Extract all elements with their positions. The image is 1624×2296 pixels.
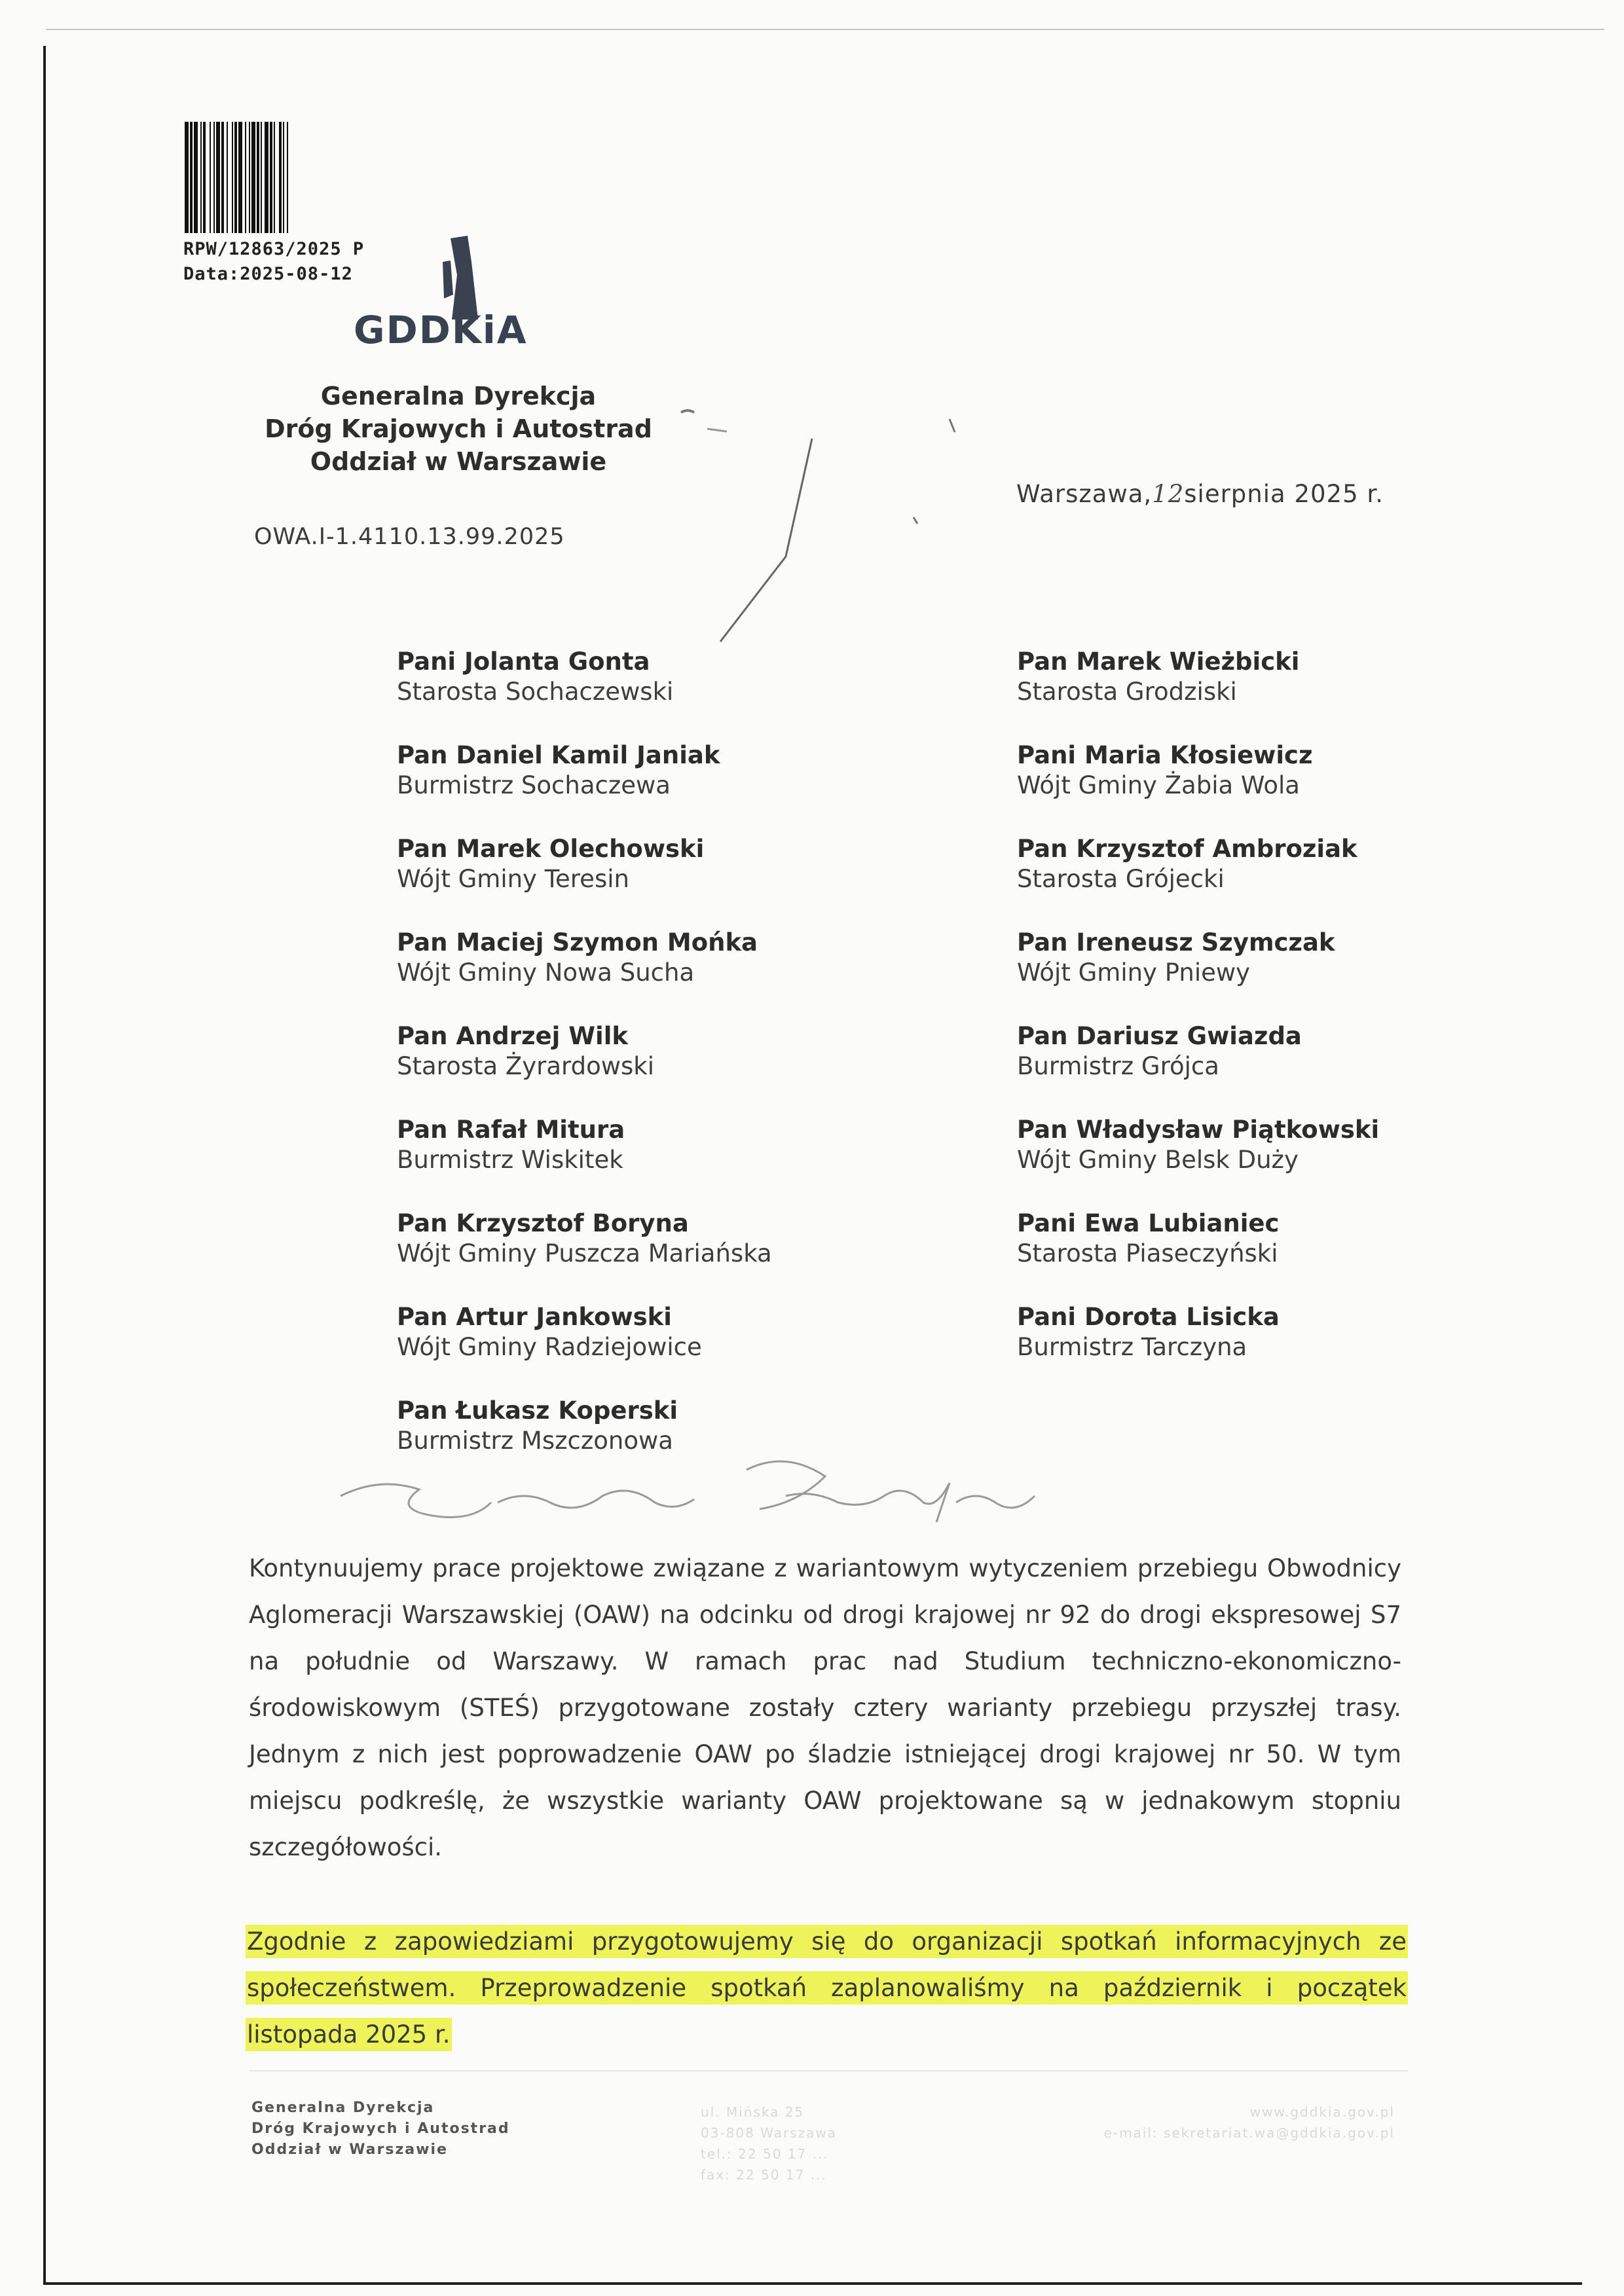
date-day-handwritten: 12 [1152, 480, 1185, 508]
scan-edge-bottom [43, 2282, 1582, 2285]
recipient-title: Wójt Gminy Radziejowice [397, 1333, 702, 1361]
recipient [397, 1302, 772, 1396]
recipient-name: Pan Krzysztof Ambroziak [1017, 835, 1357, 863]
recipients-left-column [397, 647, 772, 1489]
org-line: Dróg Krajowych i Autostrad [265, 414, 652, 443]
footer-org-line: Dróg Krajowych i Autostrad [251, 2121, 510, 2137]
recipient-title: Wójt Gminy Żabia Wola [1017, 771, 1300, 799]
handwritten-salutation [327, 1457, 1197, 1535]
barcode-date: Data:2025-08-12 [183, 264, 353, 284]
recipient-name: Pan Łukasz Koperski [397, 1396, 678, 1425]
reference-number: OWA.I-1.4110.13.99.2025 [254, 524, 565, 550]
recipient [397, 1021, 772, 1115]
recipient [1017, 1302, 1379, 1396]
recipient-name: Pan Daniel Kamil Janiak [397, 741, 720, 769]
org-line: Oddział w Warszawie [310, 447, 607, 476]
footer-org-line: Oddział w Warszawie [251, 2141, 448, 2158]
recipient-name: Pani Jolanta Gonta [397, 647, 650, 676]
recipient-title: Starosta Grodziski [1017, 678, 1237, 706]
date-prefix: Warszawa, [1016, 480, 1153, 508]
recipient-name: Pan Marek Olechowski [397, 835, 705, 863]
date-suffix: sierpnia 2025 r. [1184, 480, 1384, 508]
footer-address [701, 2102, 837, 2185]
recipient-name: Pani Ewa Lubianiec [1017, 1209, 1280, 1237]
footer-website: www.gddkia.gov.pl [1249, 2104, 1395, 2120]
footer-address-line: 03-808 Warszawa [701, 2125, 837, 2141]
recipient-name: Pan Artur Jankowski [397, 1303, 672, 1331]
recipient [1017, 647, 1379, 740]
recipient-title: Burmistrz Sochaczewa [397, 771, 671, 799]
footer-address-line: tel.: 22 50 17 ... [701, 2146, 829, 2162]
recipient-name: Pan Władysław Piątkowski [1017, 1116, 1380, 1144]
footer-email: e-mail: sekretariat.wa@gddkia.gov.pl [1103, 2125, 1395, 2141]
recipient-name: Pan Ireneusz Szymczak [1017, 928, 1335, 957]
recipient-title: Wójt Gminy Puszcza Mariańska [397, 1239, 772, 1267]
recipient [1017, 1021, 1379, 1115]
recipient [1017, 1115, 1379, 1209]
recipient-title: Starosta Żyrardowski [397, 1052, 654, 1080]
footer-contact [1002, 2102, 1395, 2143]
salutation-text: Szanowni Państwo [1100, 1519, 1197, 1531]
recipient [1017, 1209, 1379, 1302]
registration-barcode [185, 122, 394, 233]
recipient-name: Pan Andrzej Wilk [397, 1022, 628, 1050]
footer-address-line: ul. Mińska 25 [701, 2104, 805, 2120]
recipient [397, 740, 772, 834]
recipient [1017, 834, 1379, 928]
recipient-name: Pan Rafał Mitura [397, 1116, 625, 1144]
recipient-title: Burmistrz Grójca [1017, 1052, 1219, 1080]
scan-edge-left [43, 46, 46, 2285]
recipient-name: Pan Maciej Szymon Mońka [397, 928, 758, 957]
recipient [397, 928, 772, 1021]
recipient-title: Wójt Gminy Pniewy [1017, 958, 1251, 987]
recipient-name: Pan Dariusz Gwiazda [1017, 1022, 1302, 1050]
recipient [397, 1115, 772, 1209]
highlighted-paragraph [246, 1918, 1408, 2058]
recipient-title: Starosta Grójecki [1017, 865, 1225, 893]
recipient-title: Wójt Gminy Nowa Sucha [397, 958, 695, 987]
org-line: Generalna Dyrekcja [320, 382, 597, 410]
recipient [397, 1209, 772, 1302]
footer-org-line: Generalna Dyrekcja [251, 2100, 435, 2116]
logo-wordmark: GDDKiA [354, 308, 528, 352]
recipient-title: Starosta Sochaczewski [397, 678, 674, 706]
barcode-reg-number: RPW/12863/2025 P [183, 239, 365, 259]
recipient [1017, 928, 1379, 1021]
letter-date [1016, 480, 1384, 508]
highlighted-text: Zgodnie z zapowiedziami przygotowujemy się do organizacji spotkań informacyjnych ze społeczeństwem. Przeprowadzenie spotkań zaplanowaliśmy na październik i początek listopada 2025 r. [246, 1925, 1408, 2051]
scan-edge-top [46, 29, 1604, 30]
gddkia-logo-mark-icon [437, 236, 481, 319]
recipient [397, 834, 772, 928]
sender-organization [236, 380, 681, 478]
recipients-right-column [1017, 647, 1379, 1396]
footer-organization [251, 2098, 510, 2160]
recipient [397, 647, 772, 740]
footer-divider [249, 2070, 1408, 2071]
recipient-name: Pan Krzysztof Boryna [397, 1209, 689, 1237]
handwritten-pen-stroke [655, 393, 956, 642]
recipient-title: Burmistrz Wiskitek [397, 1146, 623, 1174]
recipient-name: Pani Maria Kłosiewicz [1017, 741, 1313, 769]
recipient-name: Pani Dorota Lisicka [1017, 1303, 1280, 1331]
body-paragraph: Kontynuujemy prace projektowe związane z wariantowym wytyczeniem przebiegu Obwodnicy Aglomeracji Warszawskiej (OAW) na odcinku od drogi krajowej nr 92 do drogi ekspresowej S7 na południe od Warszawy. W ramach prac nad Studium techniczno-ekonomiczno-środowiskowym (STEŚ) przygotowane zostały cztery warianty przebiegu przyszłej trasy. Jednym z nich jest poprowadzenie OAW po śladzie istniejącej drogi krajowej nr 50. W tym miejscu podkreślę, że wszystkie warianty OAW projektowane są w jednakowym stopniu szczegółowości. [249, 1554, 1401, 1861]
recipient-title: Wójt Gminy Belsk Duży [1017, 1146, 1299, 1174]
barcode-label [183, 237, 364, 287]
recipient [1017, 740, 1379, 834]
recipient-name: Pan Marek Wieżbicki [1017, 647, 1300, 676]
recipient-title: Burmistrz Tarczyna [1017, 1333, 1247, 1361]
recipient-title: Wójt Gminy Teresin [397, 865, 629, 893]
recipient-title: Starosta Piaseczyński [1017, 1239, 1278, 1267]
gddkia-logo [354, 308, 528, 352]
footer-address-line: fax: 22 50 17 ... [701, 2167, 827, 2183]
recipient-title: Burmistrz Mszczonowa [397, 1427, 673, 1455]
